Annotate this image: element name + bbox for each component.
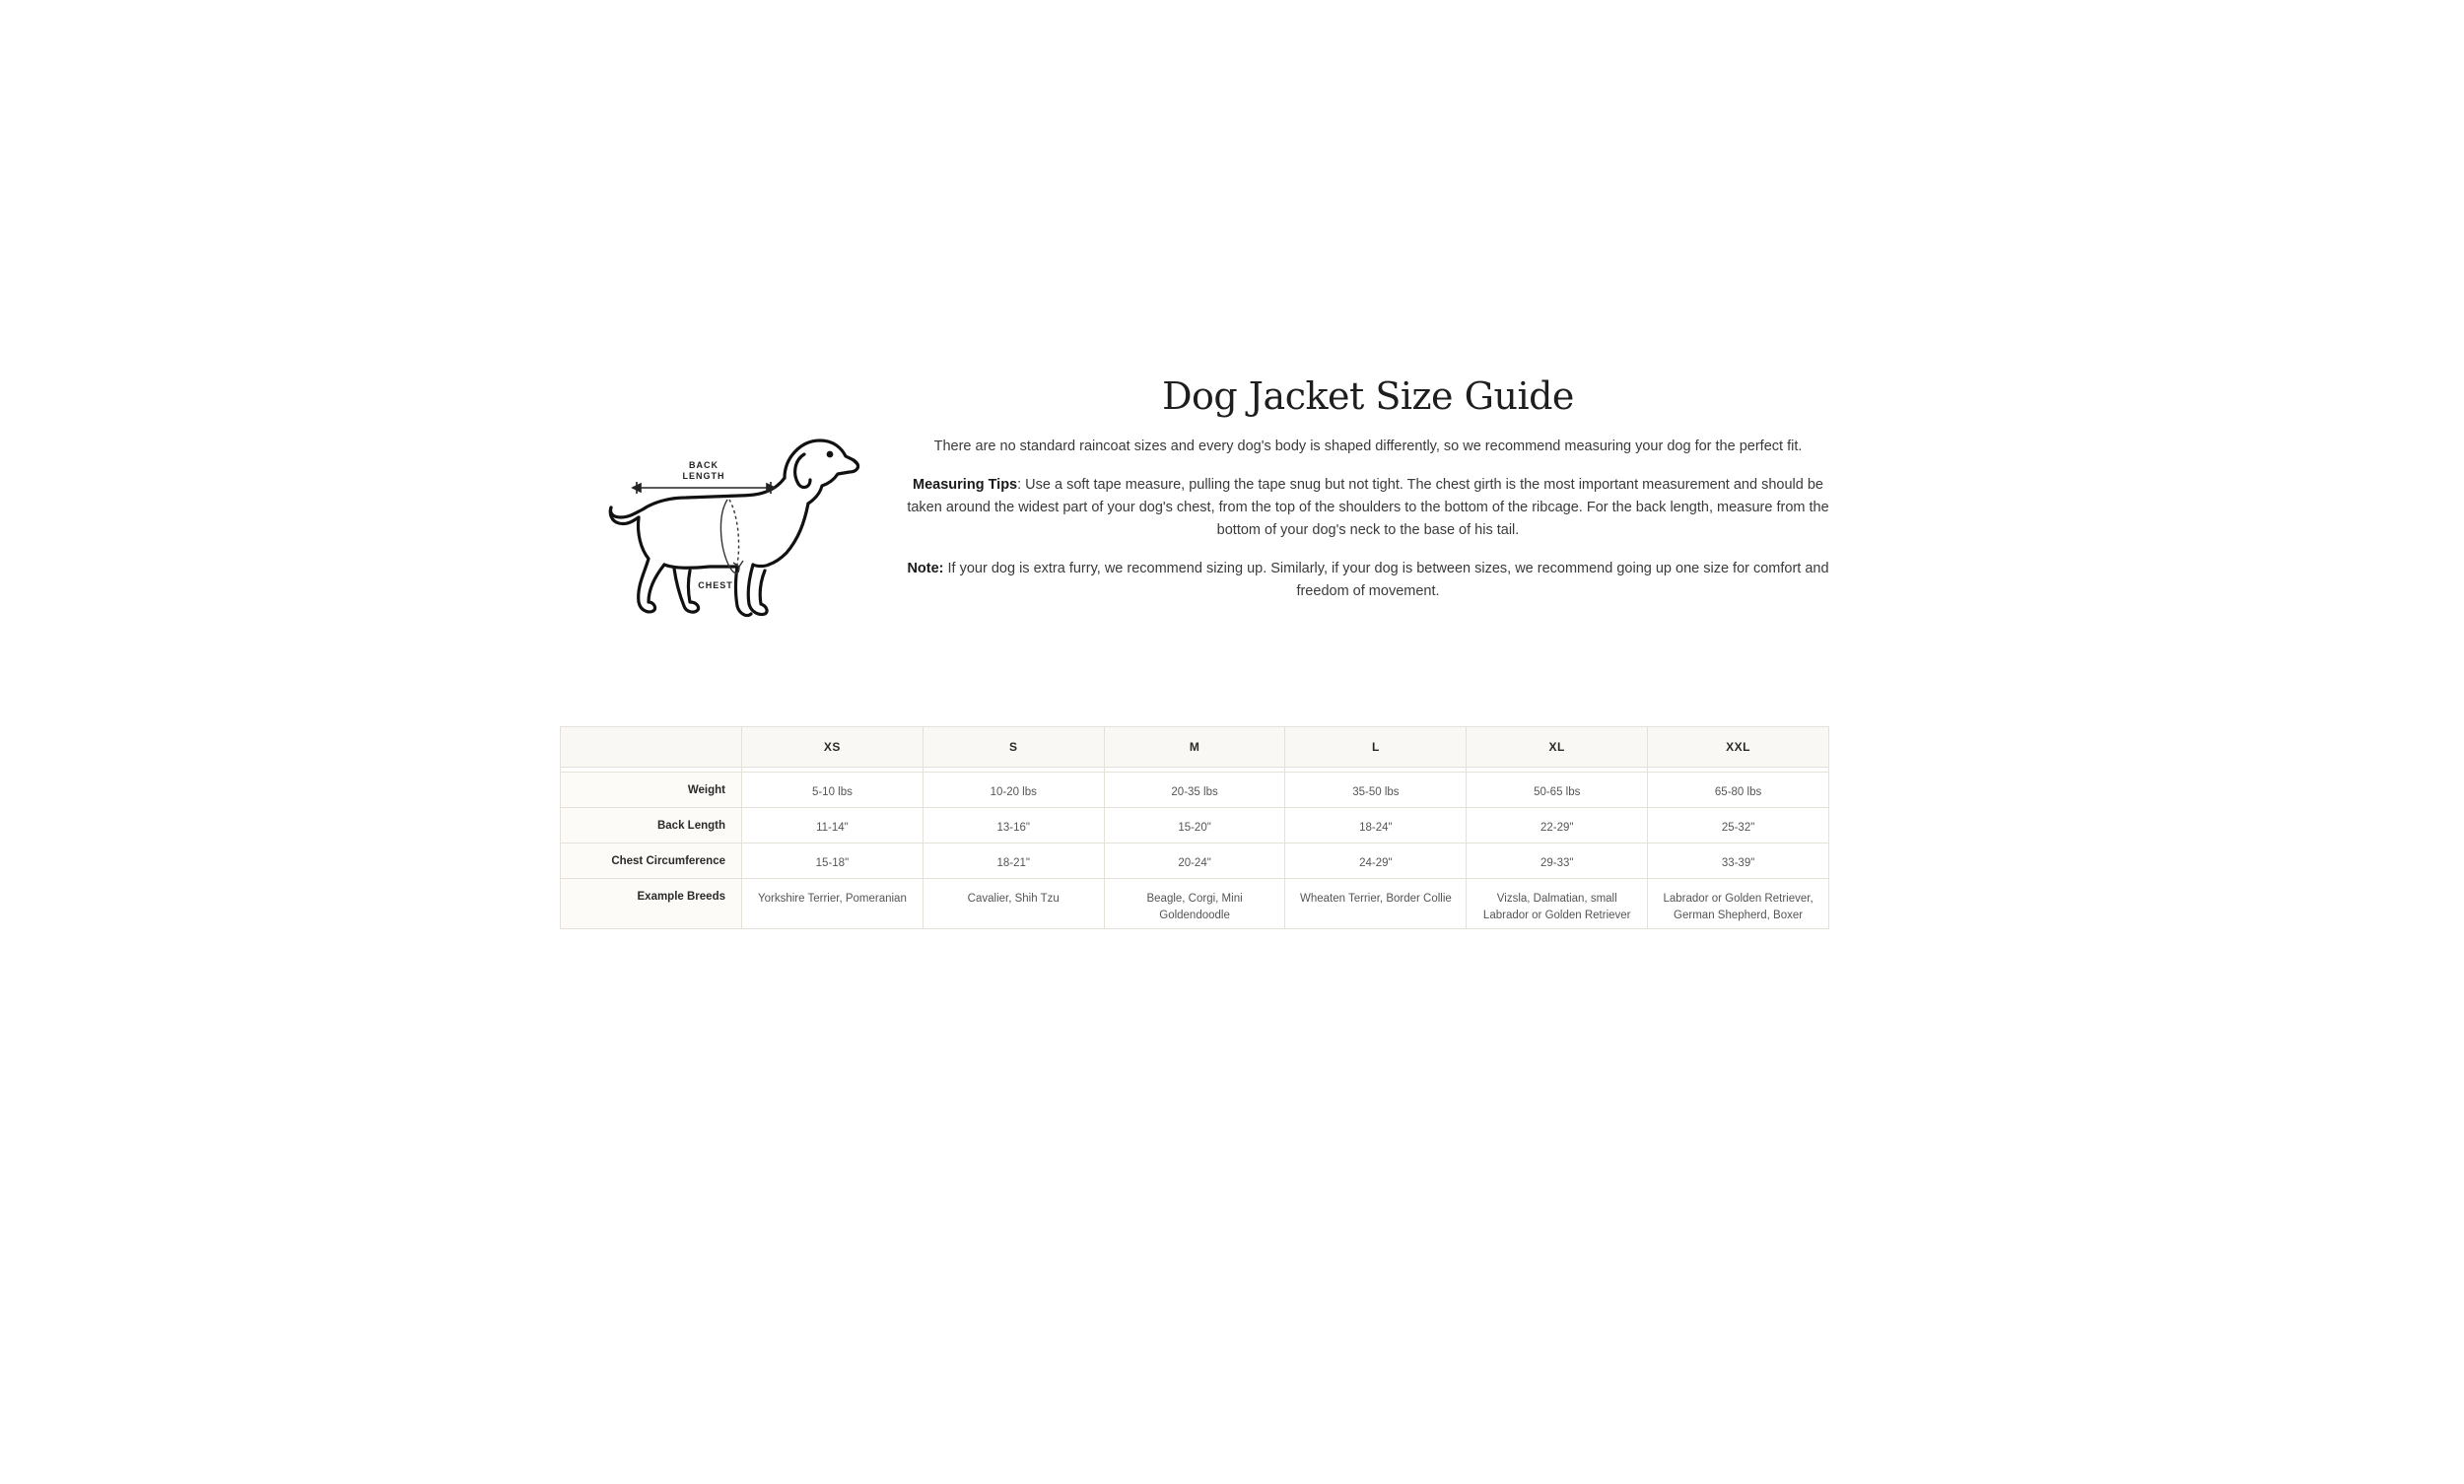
note-label: Note:	[907, 561, 944, 576]
table-cell: 18-24"	[1285, 808, 1467, 843]
table-cell: 10-20 lbs	[923, 773, 1104, 808]
table-cell: 35-50 lbs	[1285, 773, 1467, 808]
size-guide-copy	[905, 374, 1831, 619]
row-label-chest-circumference: Chest Circumference	[561, 843, 742, 879]
size-header-m: M	[1104, 727, 1285, 768]
table-cell: 24-29"	[1285, 843, 1467, 879]
table-row-chest-circumference	[561, 843, 1829, 879]
table-cell: 20-24"	[1104, 843, 1285, 879]
page-title: Dog Jacket Size Guide	[1162, 374, 1574, 418]
back-length-label-line1: BACK	[689, 460, 719, 470]
intro-paragraph: There are no standard raincoat sizes and every dog's body is shaped differently, so we recommend measuring your dog for the perfect fit.	[933, 438, 1803, 454]
table-corner-cell	[561, 727, 742, 768]
row-label-back-length: Back Length	[561, 808, 742, 843]
table-cell: 11-14"	[742, 808, 924, 843]
chest-label: CHEST	[698, 580, 733, 590]
table-cell: Cavalier, Shih Tzu	[923, 879, 1104, 929]
table-row-example-breeds	[561, 879, 1829, 929]
measuring-tips-text: : Use a soft tape measure, pulling the tape snug but not tight. The chest girth is the most important measurement and should be taken around the widest part of your dog's chest, from the top of the shoulders to the bottom of the ribcage. For the back length, measure from the bottom of your dog's neck to the base of his tail.	[907, 477, 1829, 538]
row-label-example-breeds: Example Breeds	[561, 879, 742, 929]
table-cell: 5-10 lbs	[742, 773, 924, 808]
table-cell: Labrador or Golden Retriever, German Shepherd, Boxer	[1648, 879, 1829, 929]
size-header-xxl: XXL	[1648, 727, 1829, 768]
table-cell: 50-65 lbs	[1467, 773, 1648, 808]
table-cell: Vizsla, Dalmatian, small Labrador or Golden Retriever	[1467, 879, 1648, 929]
table-row-weight	[561, 773, 1829, 808]
table-header-row	[561, 727, 1829, 768]
table-cell: 13-16"	[923, 808, 1104, 843]
size-header-xs: XS	[742, 727, 924, 768]
table-cell: 33-39"	[1648, 843, 1829, 879]
table-cell: 22-29"	[1467, 808, 1648, 843]
size-header-xl: XL	[1467, 727, 1648, 768]
size-header-s: S	[923, 727, 1104, 768]
table-cell: Yorkshire Terrier, Pomeranian	[742, 879, 924, 929]
dog-measurement-diagram	[591, 419, 867, 636]
back-length-label-line2: LENGTH	[682, 471, 725, 481]
table-cell: 29-33"	[1467, 843, 1648, 879]
size-header-l: L	[1285, 727, 1467, 768]
table-cell: Wheaten Terrier, Border Collie	[1285, 879, 1467, 929]
table-cell: 15-18"	[742, 843, 924, 879]
dog-outline-illustration	[591, 419, 867, 636]
note-paragraph	[905, 558, 1831, 603]
size-chart-table	[560, 726, 1829, 929]
note-text: If your dog is extra furry, we recommend sizing up. Similarly, if your dog is between sizes, we recommend going up one size for comfort and freedom of movement.	[943, 561, 1829, 599]
table-cell: 20-35 lbs	[1104, 773, 1285, 808]
table-cell: Beagle, Corgi, Mini Goldendoodle	[1104, 879, 1285, 929]
row-label-weight: Weight	[561, 773, 742, 808]
table-cell: 15-20"	[1104, 808, 1285, 843]
measuring-tips-paragraph	[905, 474, 1831, 542]
table-row-back-length	[561, 808, 1829, 843]
table-cell: 18-21"	[923, 843, 1104, 879]
table-cell: 65-80 lbs	[1648, 773, 1829, 808]
measuring-tips-label: Measuring Tips	[913, 477, 1018, 493]
table-cell: 25-32"	[1648, 808, 1829, 843]
